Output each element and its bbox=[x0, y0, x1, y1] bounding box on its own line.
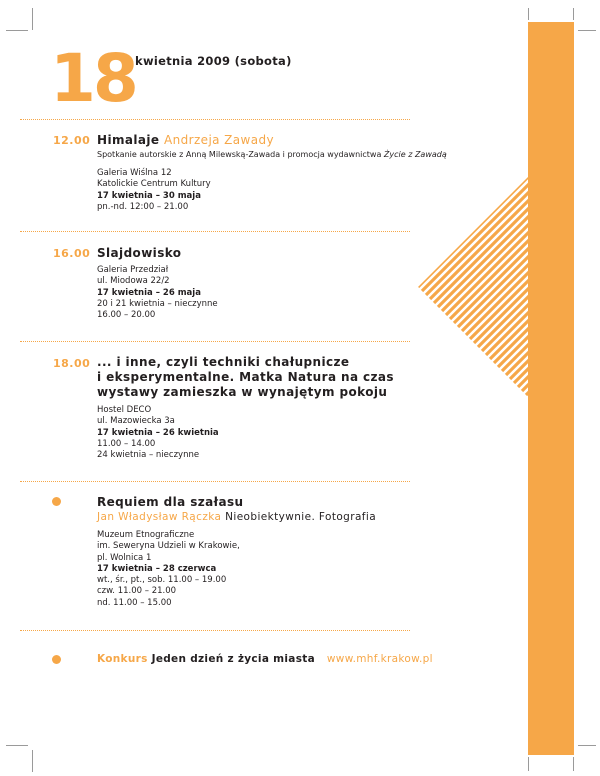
event-dates: 17 kwietnia – 28 czerwca bbox=[97, 563, 217, 574]
dotted-separator bbox=[20, 481, 410, 482]
dotted-separator bbox=[20, 231, 410, 232]
dotted-separator bbox=[20, 341, 410, 342]
event-title bbox=[97, 133, 274, 148]
crop-mark bbox=[573, 757, 574, 771]
event-details bbox=[97, 265, 218, 321]
event-dates: 17 kwietnia – 26 maja bbox=[97, 287, 201, 298]
event-title: Slajdowisko bbox=[97, 246, 182, 260]
crop-mark bbox=[32, 8, 33, 30]
bullet-dot bbox=[52, 655, 61, 664]
venue-line: im. Seweryna Udzieli w Krakowie, bbox=[97, 541, 240, 552]
event-description bbox=[97, 150, 447, 159]
event-details bbox=[97, 530, 240, 609]
venue-line: Muzeum Etnograficzne bbox=[97, 530, 195, 540]
event-title-text: Himalaje bbox=[97, 133, 160, 147]
crop-mark bbox=[6, 30, 28, 31]
hours-line: pn.-nd. 12:00 – 21.00 bbox=[97, 201, 189, 212]
hours-line: wt., śr., pt., sob. 11.00 – 19.00 bbox=[97, 575, 227, 586]
venue-line: Galeria Wiślna 12 bbox=[97, 168, 172, 178]
crop-mark bbox=[528, 8, 529, 20]
hours-line: 16.00 – 20.00 bbox=[97, 310, 156, 321]
hours-line: 24 kwietnia – nieczynne bbox=[97, 450, 200, 461]
venue-line: Hostel DECO bbox=[97, 405, 152, 415]
bullet-dot bbox=[52, 497, 61, 506]
hours-line: 20 i 21 kwietnia – nieczynne bbox=[97, 298, 218, 309]
venue-line: ul. Mazowiecka 3a bbox=[97, 416, 175, 427]
event-time: 12.00 bbox=[53, 134, 91, 147]
event-details bbox=[97, 168, 211, 213]
website-link[interactable]: www.mhf.krakow.pl bbox=[326, 653, 433, 665]
dotted-separator bbox=[20, 119, 410, 120]
crop-mark bbox=[578, 745, 596, 746]
orange-side-band bbox=[528, 22, 574, 755]
author-suffix: Nieobiektywnie. Fotografia bbox=[225, 511, 377, 523]
date-heading: kwietnia 2009 (sobota) bbox=[135, 54, 292, 68]
event-time: 18.00 bbox=[53, 357, 91, 370]
event-details bbox=[97, 405, 219, 461]
event-title-accent: Andrzeja Zawady bbox=[164, 133, 275, 147]
crop-mark bbox=[573, 8, 574, 20]
dotted-separator bbox=[20, 630, 410, 631]
hours-line: 11.00 – 14.00 bbox=[97, 438, 156, 449]
crop-mark bbox=[578, 30, 596, 31]
contest-label: Konkurs bbox=[97, 653, 148, 665]
title-line: i eksperymentalne. Matka Natura na czas bbox=[97, 370, 394, 384]
event-title: Requiem dla szałasu bbox=[97, 495, 244, 509]
event-author-line bbox=[97, 511, 376, 523]
venue-line: Galeria Przedział bbox=[97, 265, 169, 275]
crop-mark bbox=[6, 745, 28, 746]
event-time: 16.00 bbox=[53, 247, 91, 260]
event-dates: 17 kwietnia – 30 maja bbox=[97, 190, 201, 201]
decorative-stripes bbox=[418, 175, 530, 405]
description-text: Spotkanie autorskie z Anną Milewską-Zawada i promocja wydawnictwa bbox=[97, 150, 384, 159]
contest-line bbox=[97, 653, 433, 665]
crop-mark bbox=[528, 757, 529, 771]
event-dates: 17 kwietnia – 26 kwietnia bbox=[97, 427, 219, 438]
venue-line: pl. Wolnica 1 bbox=[97, 552, 152, 563]
book-title: Życie z Zawadą bbox=[383, 150, 447, 159]
title-line: ... i inne, czyli techniki chałupnicze bbox=[97, 355, 350, 369]
hours-line: nd. 11.00 – 15.00 bbox=[97, 597, 172, 608]
venue-line: Katolickie Centrum Kultury bbox=[97, 179, 211, 190]
author-name: Jan Władysław Rączka bbox=[97, 511, 222, 523]
venue-line: ul. Miodowa 22/2 bbox=[97, 276, 170, 287]
crop-mark bbox=[32, 750, 33, 772]
day-number: 18 bbox=[50, 40, 136, 117]
title-line: wystawy zamieszka w wynajętym pokoju bbox=[97, 385, 388, 399]
contest-title: Jeden dzień z życia miasta bbox=[151, 653, 315, 665]
event-title bbox=[97, 355, 394, 400]
hours-line: czw. 11.00 – 21.00 bbox=[97, 586, 177, 597]
